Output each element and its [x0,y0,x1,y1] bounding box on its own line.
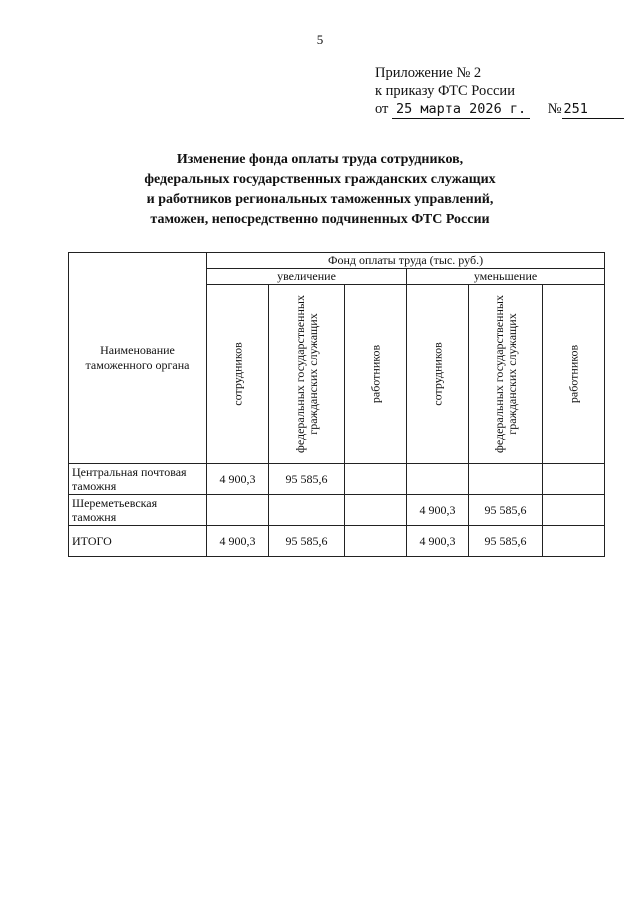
cell-dec-civil: 95 585,6 [469,526,543,557]
table-row-total [69,526,605,557]
payroll-table [68,252,605,557]
header-decrease: уменьшение [407,269,605,285]
row-total-label: ИТОГО [69,526,207,557]
order-date: 25 марта 2026 г. [392,100,530,119]
cell-dec-employees: 4 900,3 [407,526,469,557]
cell-dec-civil: 95 585,6 [469,495,543,526]
header-organ-name-line2: таможенного органа [85,358,190,372]
cell-dec-workers [543,526,605,557]
header-increase: увеличение [207,269,407,285]
cell-dec-employees: 4 900,3 [407,495,469,526]
document-title [0,150,640,230]
header-inc-civil-servants: федеральных государственных гражданских служащих [269,285,345,464]
header-dec-employees: сотрудников [407,285,469,464]
cell-inc-employees: 4 900,3 [207,464,269,495]
table-row [69,495,605,526]
cell-dec-civil [469,464,543,495]
table-row [69,464,605,495]
header-organ-name [69,253,207,464]
title-line-3: и работников региональных таможенных управлений, [146,192,494,207]
cell-dec-workers [543,495,605,526]
order-number: 251 [562,100,624,119]
cell-inc-employees [207,495,269,526]
annex-block [375,64,624,119]
cell-inc-workers [345,526,407,557]
cell-inc-workers [345,495,407,526]
header-inc-workers: работников [345,285,407,464]
cell-inc-workers [345,464,407,495]
row-organ-name: Центральная почтовая таможня [69,464,207,495]
cell-inc-civil: 95 585,6 [269,464,345,495]
title-line-1: Изменение фонда оплаты труда сотрудников, [176,152,464,167]
annex-title: Приложение № 2 [375,65,482,81]
header-row-1 [69,253,605,269]
cell-dec-employees [407,464,469,495]
date-prefix: от [375,101,389,117]
title-line-2: федеральных государственных гражданских служащих [144,172,496,187]
annex-date-line [375,100,624,119]
cell-dec-workers [543,464,605,495]
row-organ-name: Шереметьевская таможня [69,495,207,526]
title-line-4: таможен, непосредственно подчиненных ФТС России [150,212,490,227]
page-number: 5 [316,32,324,47]
header-inc-employees: сотрудников [207,285,269,464]
header-fund: Фонд оплаты труда (тыс. руб.) [207,253,605,269]
cell-inc-civil: 95 585,6 [269,526,345,557]
number-prefix: № [547,101,562,117]
cell-inc-employees: 4 900,3 [207,526,269,557]
header-organ-name-line1: Наименование [100,343,175,357]
header-dec-civil-servants: федеральных государственных гражданских служащих [469,285,543,464]
header-dec-workers: работников [543,285,605,464]
annex-order-ref: к приказу ФТС России [375,83,515,99]
cell-inc-civil [269,495,345,526]
